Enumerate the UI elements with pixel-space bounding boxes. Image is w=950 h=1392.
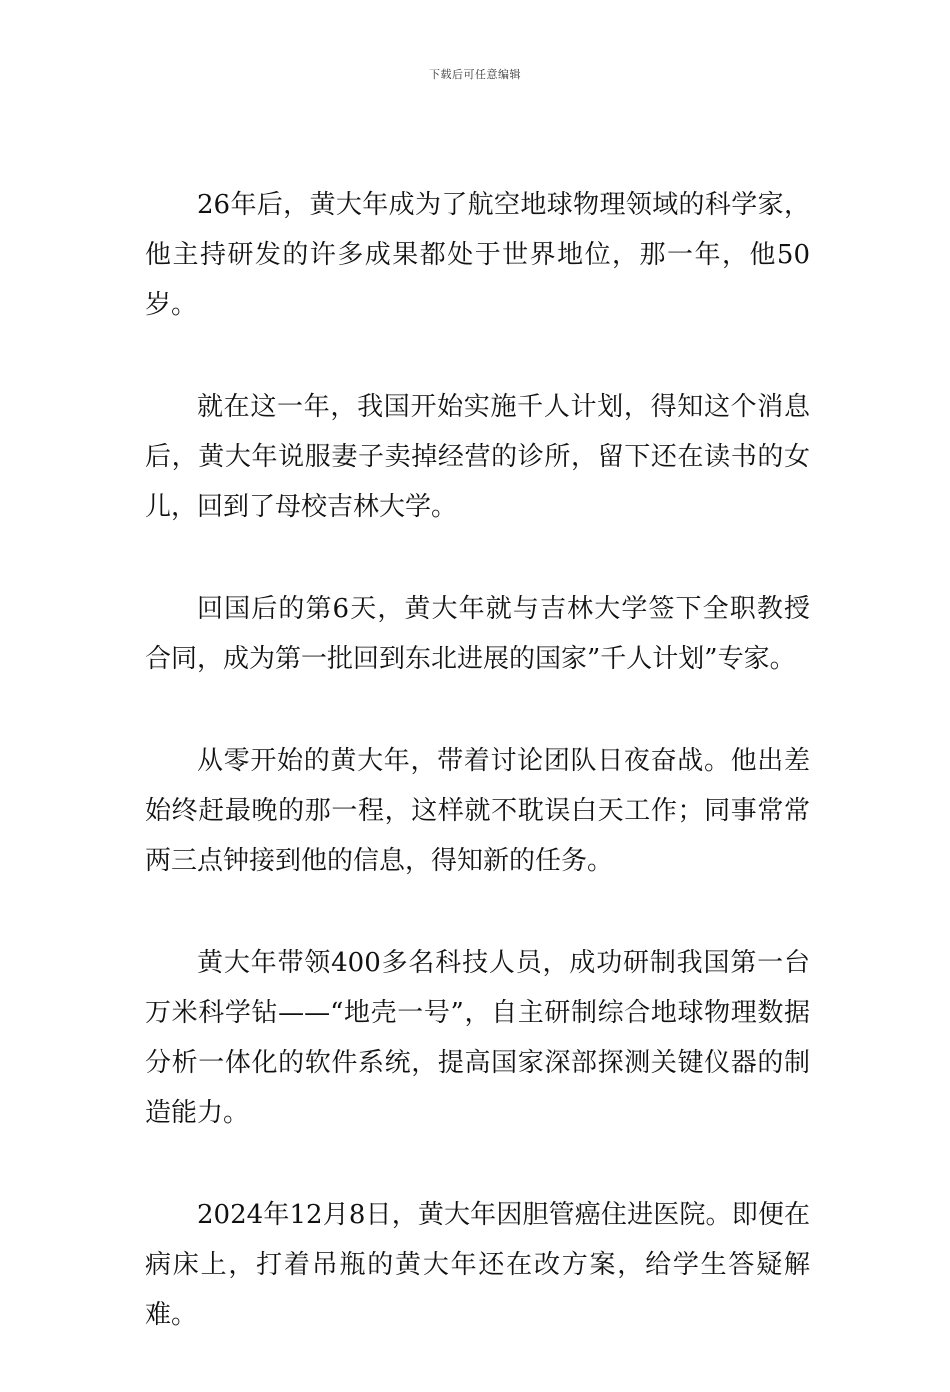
paragraph-1: 26年后，黄大年成为了航空地球物理领域的科学家，他主持研发的许多成果都处于世界地位，那一年，他50岁。 [145,190,810,320]
paragraph-6: 2024年12月8日，黄大年因胆管癌住进医院。即便在病床上，打着吊瓶的黄大年还在改方案，给学生答疑解难。 [145,1200,810,1330]
paragraph-2: 就在这一年，我国开始实施千人计划，得知这个消息后，黄大年说服妻子卖掉经营的诊所，留下还在读书的女儿，回到了母校吉林大学。 [145,392,810,522]
paragraph-5: 黄大年带领400多名科技人员，成功研制我国第一台万米科学钻——“地壳一号”，自主研制综合地球物理数据分析一体化的软件系统，提高国家深部探测关键仪器的制造能力。 [145,948,810,1128]
header-note: 下载后可任意编辑 [429,68,521,81]
paragraph-4: 从零开始的黄大年，带着讨论团队日夜奋战。他出差始终赶最晚的那一程，这样就不耽误白天工作；同事常常两三点钟接到他的信息，得知新的任务。 [145,746,810,876]
paragraph-3: 回国后的第6天，黄大年就与吉林大学签下全职教授合同，成为第一批回到东北进展的国家”千人计划”专家。 [145,594,810,674]
document-body [145,180,810,1392]
